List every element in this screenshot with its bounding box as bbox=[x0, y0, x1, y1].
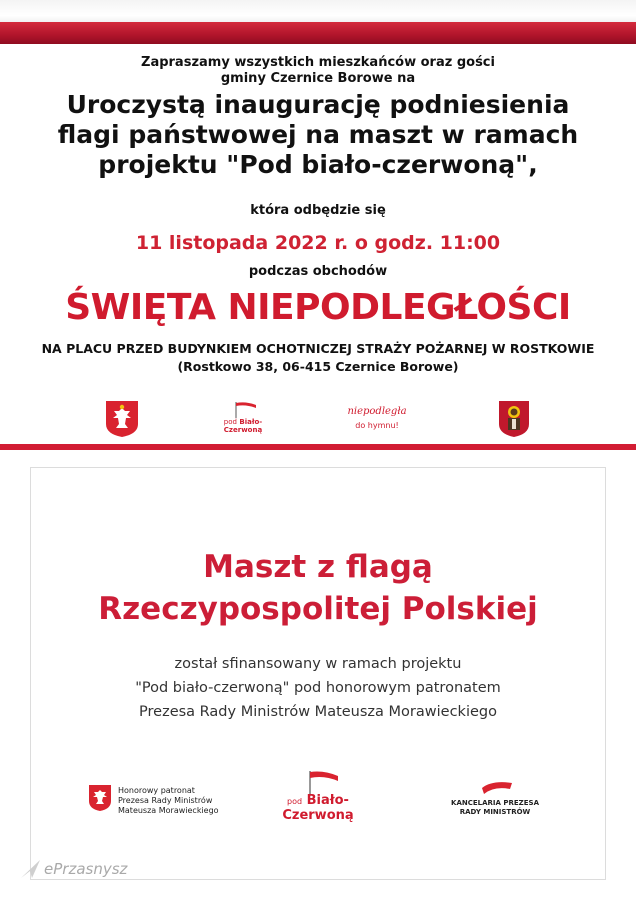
plaque-logo-czerwona-text: Czerwoną bbox=[282, 808, 354, 823]
plaque-title-line: Rzeczypospolitej Polskiej bbox=[98, 591, 538, 627]
plaque-logo-bialo-text: Biało- bbox=[306, 793, 349, 808]
intro-line: gminy Czernice Borowe na bbox=[220, 71, 416, 86]
plaque-body bbox=[0, 652, 636, 724]
do-hymnu-text: do hymnu! bbox=[355, 421, 399, 430]
patron-line: Mateusza Morawieckiego bbox=[118, 806, 219, 815]
intro-text bbox=[0, 55, 636, 87]
patron-eagle-emblem-icon bbox=[88, 784, 112, 816]
event-date: 11 listopada 2022 r. o godz. 11:00 bbox=[135, 232, 501, 254]
polish-eagle-emblem-icon bbox=[105, 400, 139, 440]
patron-line: Honorowy patronat bbox=[118, 786, 195, 795]
plaque-body-line: Prezesa Rady Ministrów Mateusza Morawieckiego bbox=[139, 704, 497, 720]
watermark-arrow-icon bbox=[20, 858, 42, 884]
place-line: NA PLACU PRZED BUDYNKIEM OCHOTNICZEJ STRAŻY POŻARNEJ W ROSTKOWIE bbox=[41, 341, 595, 356]
top-flag-banner bbox=[0, 0, 636, 44]
gmina-coat-of-arms-icon bbox=[498, 400, 530, 440]
plaque-title bbox=[0, 546, 636, 630]
patron-text bbox=[118, 786, 238, 816]
pod-bialo-czerwona-logo bbox=[218, 400, 268, 440]
subtitle-ktora: która odbędzie się bbox=[250, 203, 386, 218]
plaque-title-line: Maszt z flagą bbox=[203, 549, 433, 585]
kprm-flag-icon bbox=[480, 780, 514, 800]
kprm-line: KANCELARIA PREZESA bbox=[451, 799, 539, 807]
watermark: ePrzasnysz bbox=[44, 860, 128, 878]
headline-line: flagi państwowej na maszt w ramach bbox=[57, 120, 579, 149]
headline bbox=[0, 90, 636, 180]
plaque-logo-pod-text: pod bbox=[287, 797, 303, 806]
kprm-text bbox=[440, 799, 550, 817]
plaque-body-line: został sfinansowany w ramach projektu bbox=[174, 656, 462, 672]
plaque-pod-bialo-czerwona-logo bbox=[278, 770, 358, 823]
event-place bbox=[0, 340, 636, 376]
headline-line: projektu "Pod biało-czerwoną", bbox=[98, 150, 538, 179]
holiday-title: ŚWIĘTA NIEPODLEGŁOŚCI bbox=[65, 287, 571, 328]
logo-bialo-text: Biało- bbox=[239, 418, 263, 426]
kprm-line: RADY MINISTRÓW bbox=[459, 808, 531, 816]
place-line: (Rostkowo 38, 06-415 Czernice Borowe) bbox=[177, 359, 459, 374]
subtitle-podczas: podczas obchodów bbox=[248, 264, 388, 279]
niepodlegla-text: niepodległa bbox=[347, 406, 407, 417]
plaque-body-line: "Pod biało-czerwoną" pod honorowym patronatem bbox=[135, 680, 501, 696]
niepodlegla-logo bbox=[334, 400, 420, 440]
headline-line: Uroczystą inaugurację podniesienia bbox=[66, 90, 570, 119]
logo-czerwona-text: Czerwoną bbox=[223, 426, 263, 434]
logo-pod-text: pod bbox=[223, 418, 237, 426]
intro-line: Zapraszamy wszystkich mieszkańców oraz gości bbox=[141, 55, 495, 70]
section-divider bbox=[0, 444, 636, 450]
patron-line: Prezesa Rady Ministrów bbox=[118, 796, 213, 805]
